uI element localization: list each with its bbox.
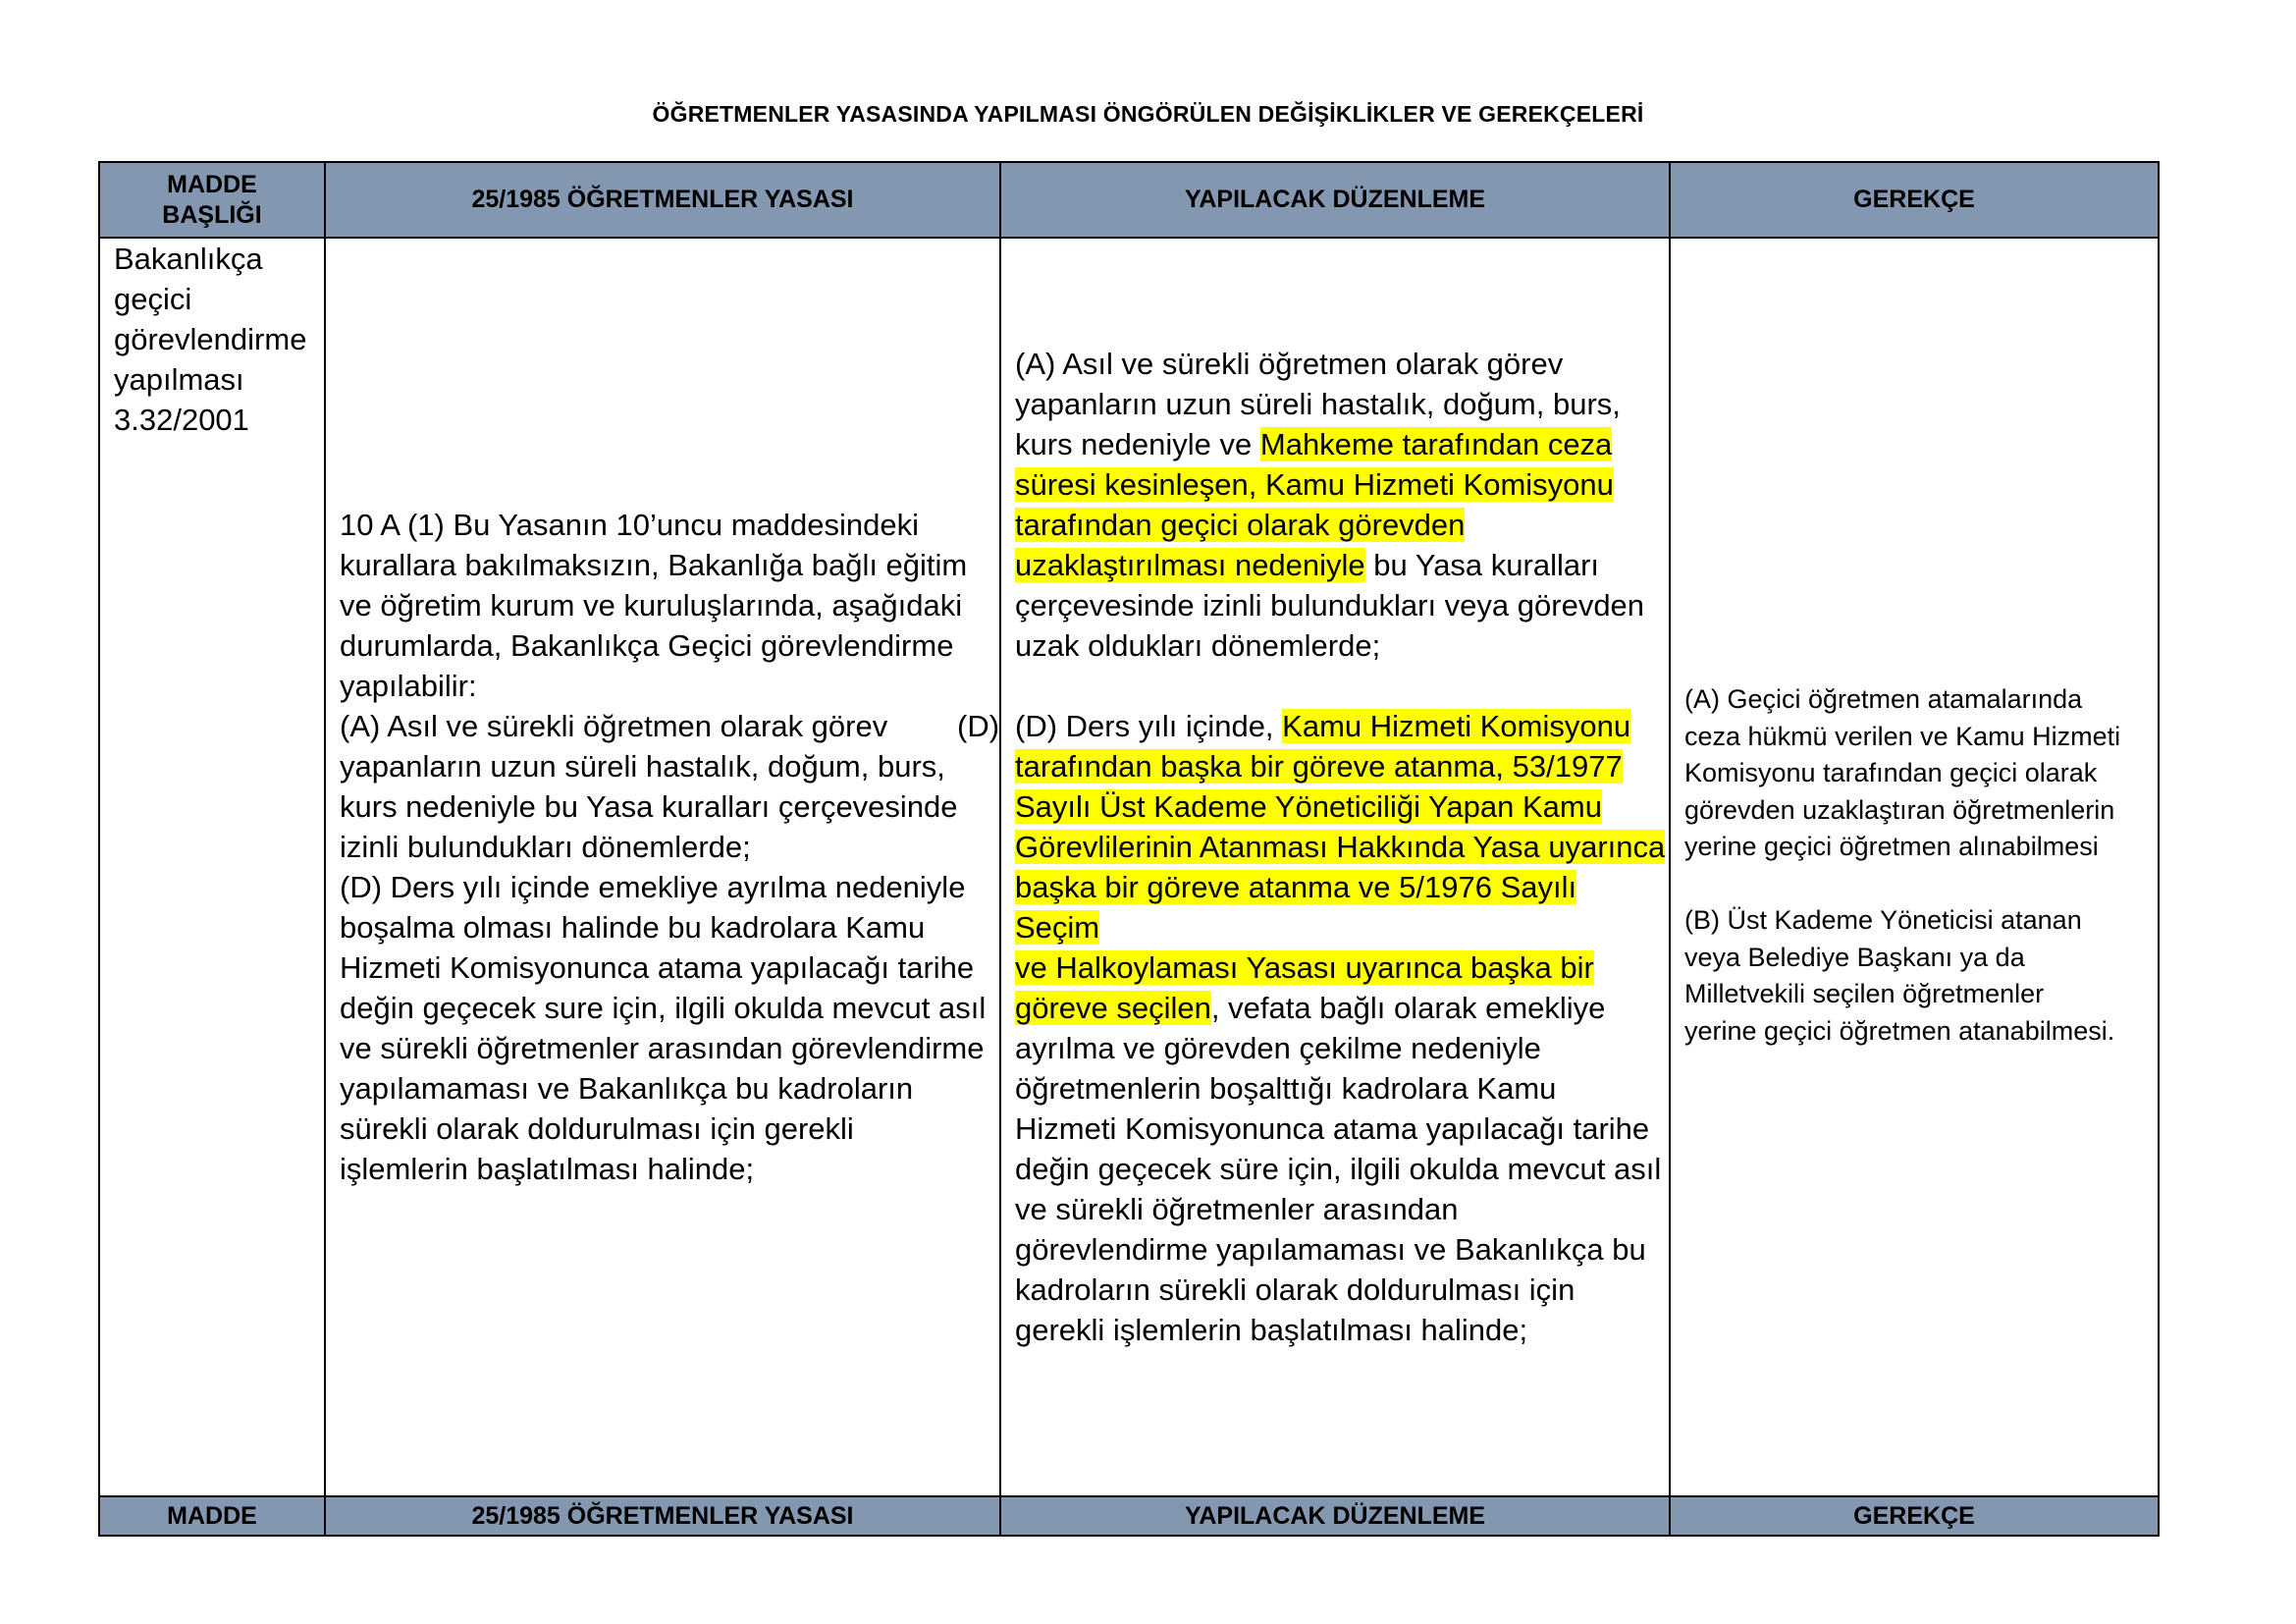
header-reason: GEREKÇE bbox=[1670, 162, 2159, 238]
footer-header-change: YAPILACAK DÜZENLEME bbox=[1000, 1496, 1670, 1536]
highlight: Sayılı Üst Kademe Yöneticiliği Yapan Kamu bbox=[1015, 789, 1602, 824]
reason-cell bbox=[1670, 238, 2159, 1496]
footer-header-law: 25/1985 ÖĞRETMENLER YASASI bbox=[325, 1496, 1000, 1536]
highlight: göreve seçilen bbox=[1015, 991, 1211, 1025]
header-madde: MADDE BAŞLIĞI bbox=[99, 162, 325, 238]
change-cell bbox=[1000, 238, 1670, 1496]
highlight: süresi kesinleşen, Kamu Hizmeti Komisyonu bbox=[1015, 467, 1614, 502]
highlight: tarafından geçici olarak görevden bbox=[1015, 508, 1466, 542]
highlight: tarafından başka bir göreve atanma, 53/1977 bbox=[1015, 749, 1623, 784]
change-d-marker: (D) bbox=[957, 709, 1000, 743]
highlight: başka bir göreve atanma ve 5/1976 Sayılı Seçim bbox=[1015, 870, 1577, 945]
table-row bbox=[99, 238, 2159, 1496]
change-text: (A) Asıl ve sürekli öğretmen olarak görev yapanların uzun süreli hastalık, doğum, burs, kurs nedeniyle ve Mahkeme tarafından ceza süresi kesinleşen, Kamu Hizmeti Komisyonu tarafından geçici olarak görevden uzaklaştırılması nedeniyle bu Yasa kuralları çerçevesinde izinli bulundukları veya görevden uzak oldukları dönemlerde; (D) Ders yılı içinde, Kamu Hizmeti Komisyonu tarafından başka bir göreve atanma, 53/1977 Sayılı Üst Kademe Yöneticiliği Yapan Kamu Görevlilerinin Atanması Hakkında Yasa uyarınca başka bir göreve atanma ve 5/1976 Sayılı Seçim ve Halkoylaması Yasası uyarınca başka bir göreve seçilen, vefata bağlı olarak emekliye ayrılma ve görevden çekilme nedeniyle öğretmenlerin boşalttığı kadrolara Kamu Hizmeti Komisyonunca atama yapılacağı tarihe değin geçecek süre için, ilgili okulda mevcut asıl ve sürekli öğretmenler arasından görevlendirme yapılamaması ve Bakanlıkça bu kadroların sürekli olarak doldurulması için gerekli işlemlerin başlatılması halinde; bbox=[1015, 347, 1666, 1347]
header-change: YAPILACAK DÜZENLEME bbox=[1000, 162, 1670, 238]
highlight: Görevlilerinin Atanması Hakkında Yasa uyarınca bbox=[1015, 830, 1666, 864]
law-cell bbox=[325, 238, 1000, 1496]
law-text: 10 A (1) Bu Yasanın 10’uncu maddesindeki kurallara bakılmaksızın, Bakanlığa bağlı eğitim ve öğretim kurum ve kuruluşlarında, aşağıdaki durumlarda, Bakanlıkça Geçici görevlendirme yapılabilir: (A) Asıl ve sürekli öğretmen olarak görev yapanların uzun süreli hastalık, doğum, burs, kurs nedeniyle bu Yasa kuralları çerçevesinde izinli bulundukları dönemlerde; (D) Ders yılı içinde emekliye ayrılma nedeniyle boşalma olması halinde bu kadrolara Kamu Hizmeti Komisyonunca atama yapılacağı tarihe değin geçecek sure için, ilgili okulda mevcut asıl ve sürekli öğretmenler arasından görevlendirme yapılamaması ve Bakanlıkça bu kadroların sürekli olarak doldurulması için gerekli işlemlerin başlatılması halinde; bbox=[340, 508, 987, 1186]
header-law: 25/1985 ÖĞRETMENLER YASASI bbox=[325, 162, 1000, 238]
madde-cell bbox=[99, 238, 325, 1496]
table-header-row bbox=[99, 162, 2159, 238]
reason-text: (A) Geçici öğretmen atamalarında ceza hükmü verilen ve Kamu Hizmeti Komisyonu tarafından geçici olarak görevden uzaklaştıran öğretmenlerin yerine geçici öğretmen alınabilmesi (B) Üst Kademe Yöneticisi atanan veya Belediye Başkanı ya da Milletvekili seçilen öğretmenler yerine geçici öğretmen atanabilmesi. bbox=[1684, 684, 2121, 1046]
madde-text: Bakanlıkça geçici görevlendirme yapılması 3.32/2001 bbox=[114, 242, 307, 437]
amendment-table bbox=[98, 161, 2160, 1537]
highlight: Kamu Hizmeti Komisyonu bbox=[1282, 709, 1631, 743]
footer-header-madde: MADDE bbox=[99, 1496, 325, 1536]
footer-header-reason: GEREKÇE bbox=[1670, 1496, 2159, 1536]
highlight: ve Halkoylaması Yasası uyarınca başka bir bbox=[1015, 950, 1594, 985]
highlight: Mahkeme tarafından ceza bbox=[1259, 427, 1613, 461]
document-title: ÖĞRETMENLER YASASINDA YAPILMASI ÖNGÖRÜLEN DEĞİŞİKLİKLER VE GEREKÇELERİ bbox=[652, 101, 1644, 127]
highlight: uzaklaştırılması nedeniyle bbox=[1015, 548, 1365, 582]
table-footer-header-row bbox=[99, 1496, 2159, 1536]
